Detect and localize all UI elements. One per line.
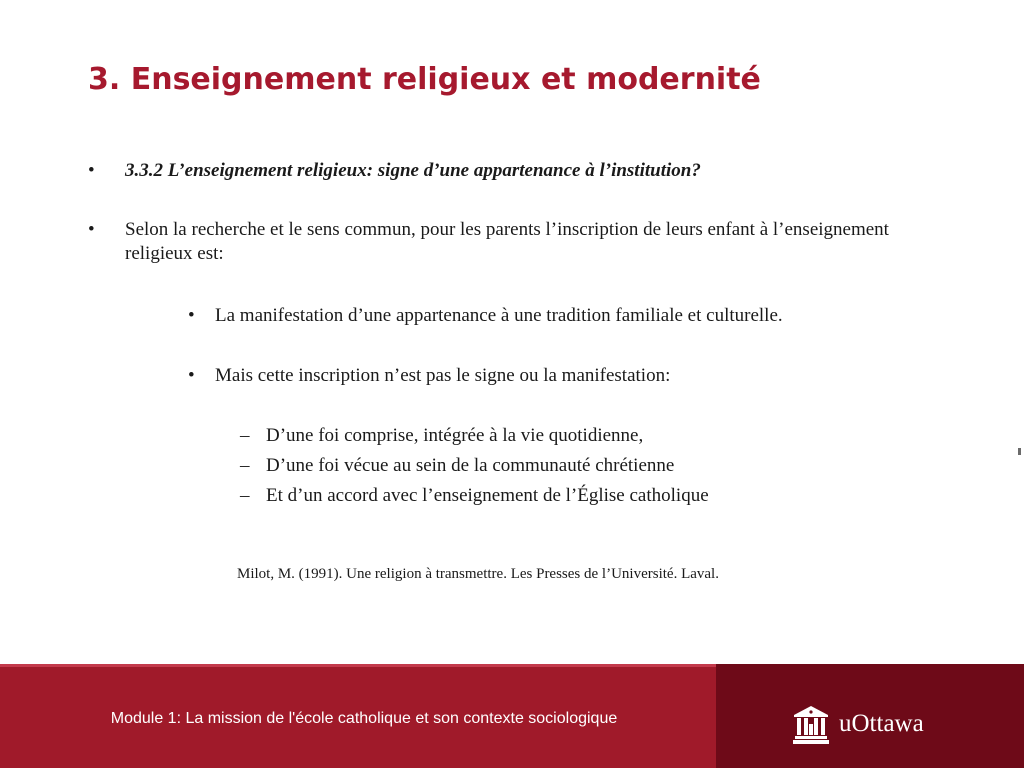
university-building-icon [793,704,829,744]
bullet-marker: • [88,219,95,240]
dash-marker: – [240,425,250,446]
dash-text: D’une foi vécue au sein de la communauté chrétienne [266,455,675,476]
bullet-text: 3.3.2 L’enseignement religieux: signe d’une appartenance à l’institution? [125,160,701,181]
bullet-text: Selon la recherche et le sens commun, pour les parents l’inscription de leurs enfant à l’enseignement religieux est: [125,219,889,264]
footer-top-line [0,664,716,667]
sub-bullet-marker: • [188,305,195,326]
decorative-mark [1018,448,1021,455]
sub-bullet-text: La manifestation d’une appartenance à une tradition familiale et culturelle. [215,305,783,326]
sub-bullet-text: Mais cette inscription n’est pas le signe ou la manifestation: [215,365,671,386]
dash-text: D’une foi comprise, intégrée à la vie quotidienne, [266,425,644,446]
module-title: Module 1: La mission de l'école catholique et son contexte sociologique [110,710,618,727]
sub-bullet-marker: • [188,365,195,386]
slide-title: 3. Enseignement religieux et modernité [88,62,761,97]
dash-text: Et d’un accord avec l’enseignement de l’Église catholique [266,485,709,506]
citation: Milot, M. (1991). Une religion à transmettre. Les Presses de l’Université. Laval. [237,566,719,582]
bullet-marker: • [88,160,95,181]
dash-marker: – [240,485,250,506]
logo-text: uOttawa [839,710,924,737]
uottawa-logo [793,704,924,744]
dash-marker: – [240,455,250,476]
